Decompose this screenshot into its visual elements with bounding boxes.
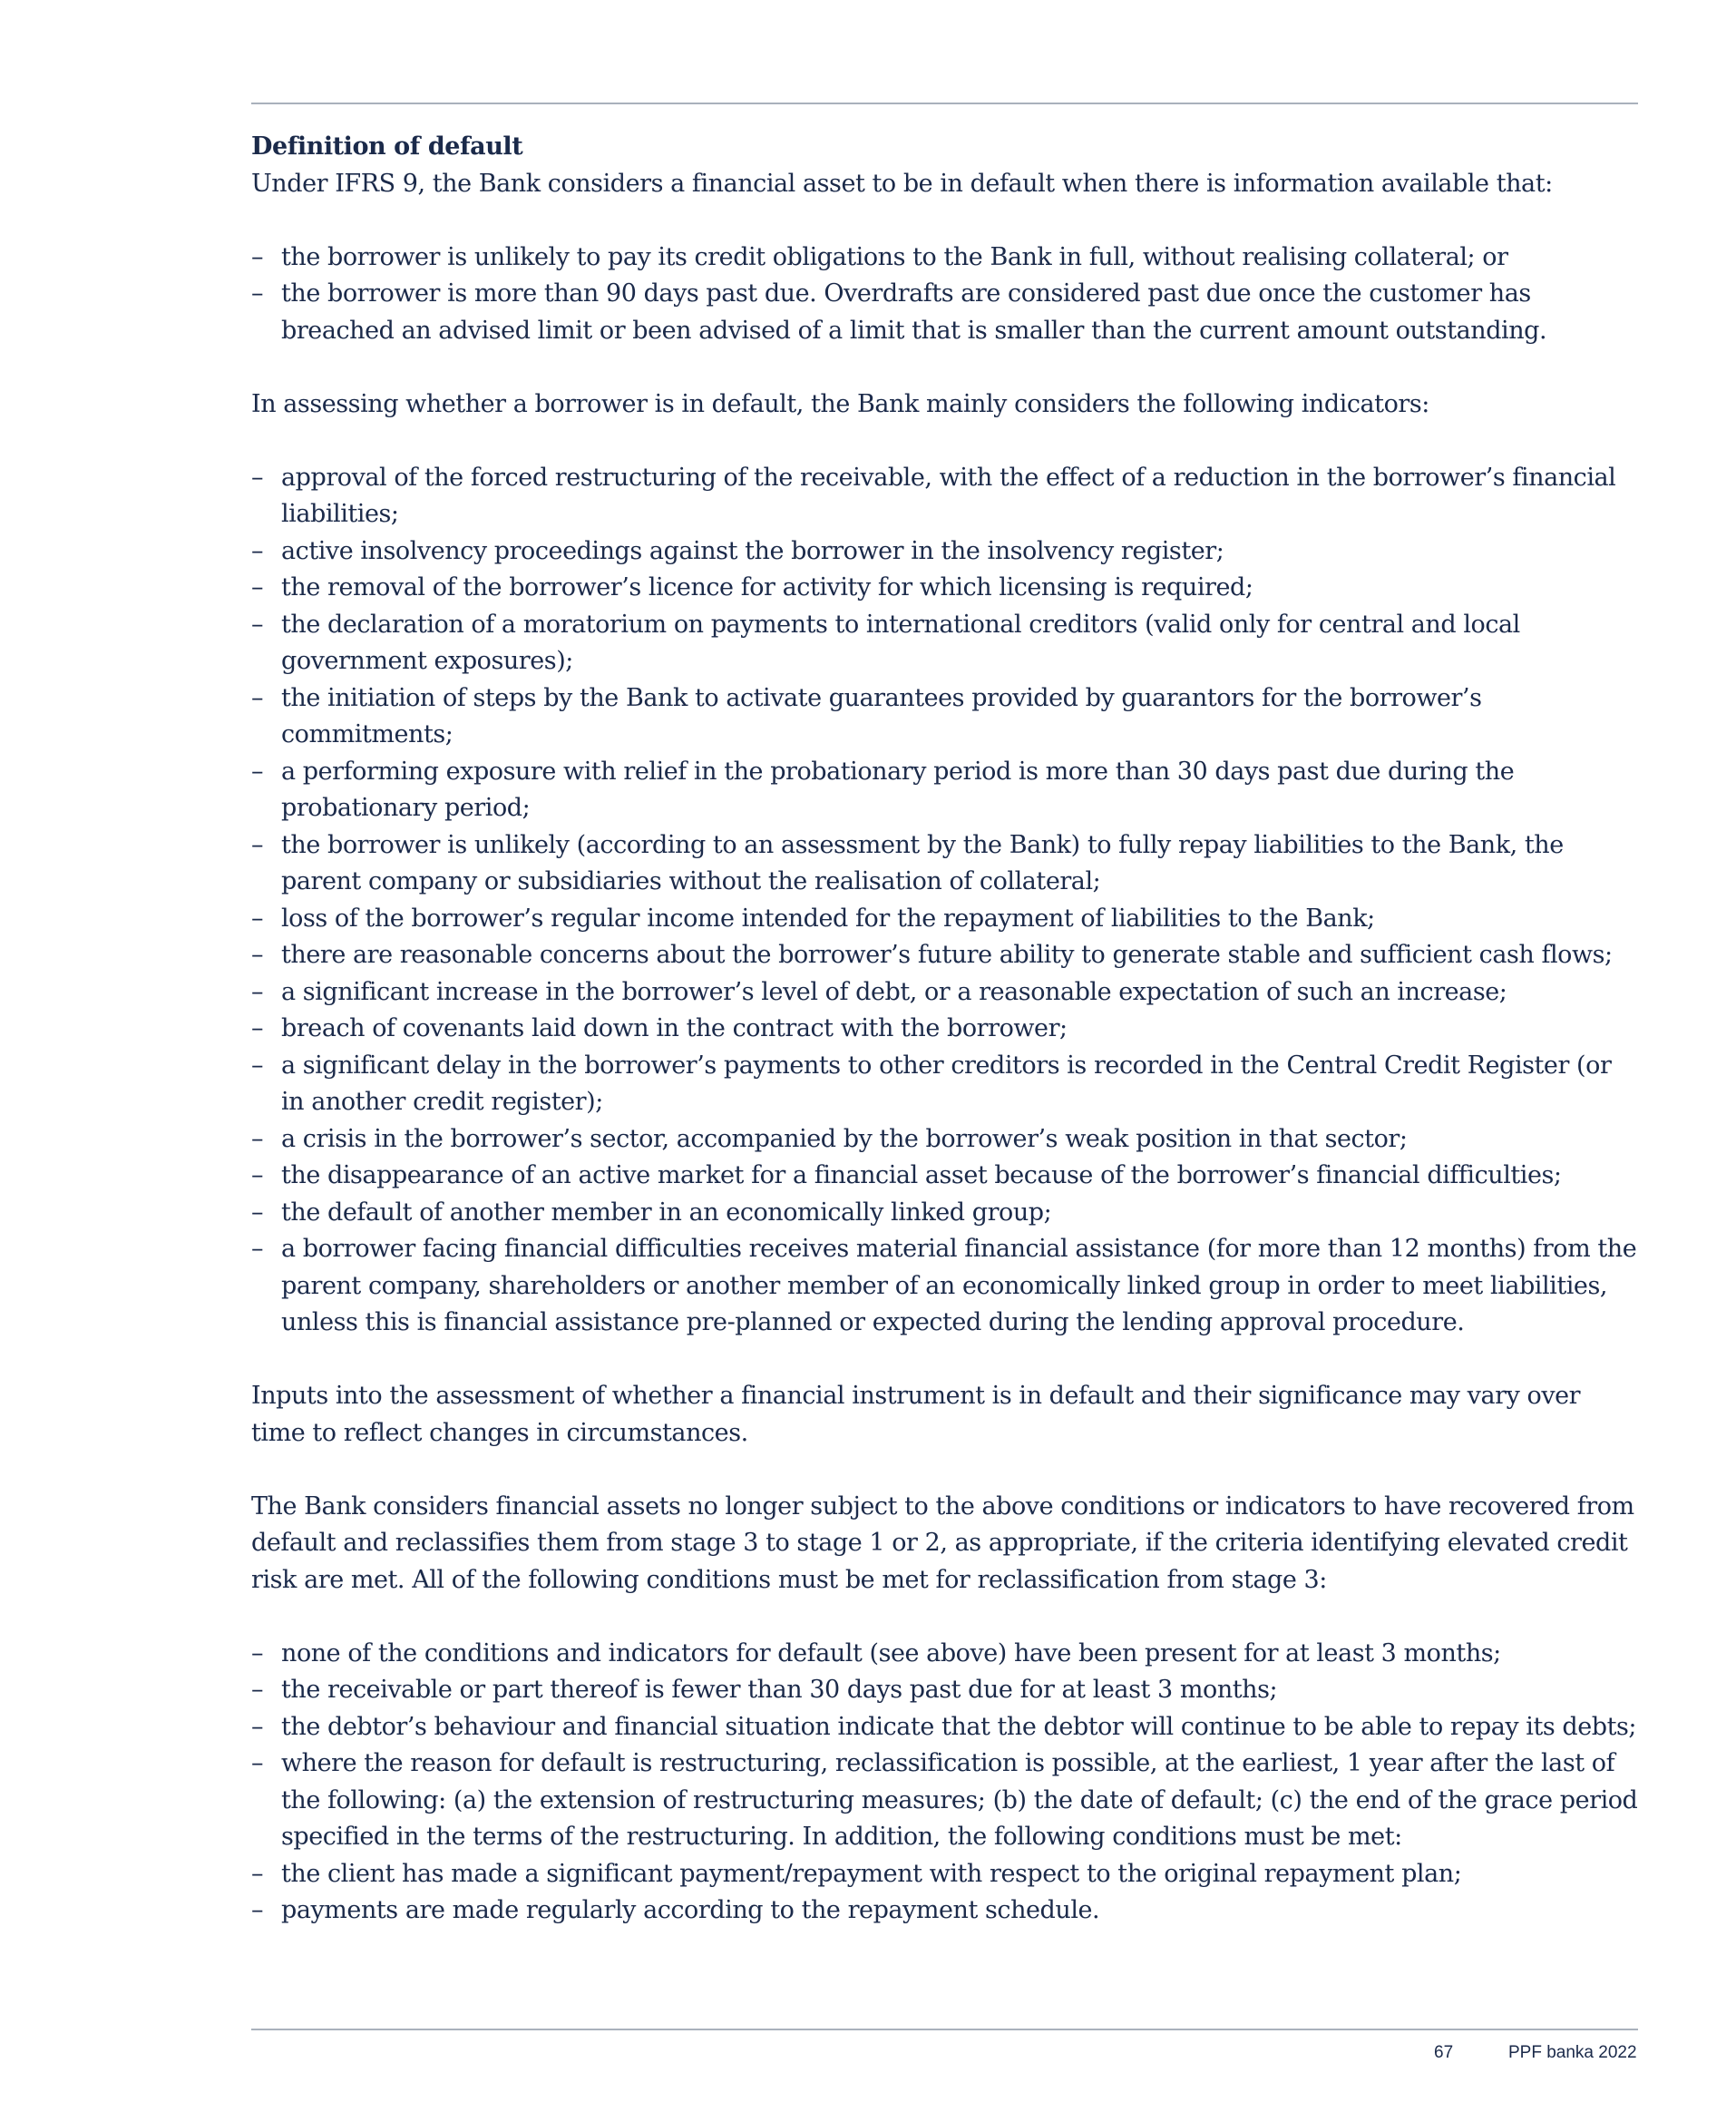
list-dash: –: [251, 1896, 264, 1924]
list-item-text: where the reason for default is restructuring, reclassification is possible, at the earliest, 1 year after the last of the following: (a) the extension of restructuring measures; (b) the date of default; (c) the end of the grace period specified in the terms of the restructuring. In addition, the following conditions must be met:: [281, 1749, 1638, 1851]
list-dash: –: [251, 683, 264, 712]
list-item-text: the borrower is unlikely (according to an assessment by the Bank) to fully repay liabilities to the Bank, the parent company or subsidiaries without the realisation of collateral;: [281, 830, 1564, 895]
list-item: [251, 1856, 1638, 1893]
list-item: [251, 974, 1638, 1012]
list-item-text: the borrower is more than 90 days past due. Overdrafts are considered past due once the customer has breached an advised limit or been advised of a limit that is smaller than the current amount outstanding.: [281, 279, 1547, 345]
list-item-text: the disappearance of an active market for a financial asset because of the borrower’s financial difficulties;: [281, 1161, 1562, 1189]
list-item: [251, 901, 1638, 938]
list-item: [251, 754, 1638, 827]
list-item-text: the debtor’s behaviour and financial situation indicate that the debtor will continue to be able to repay its debts;: [281, 1712, 1637, 1741]
list-item-text: active insolvency proceedings against the borrower in the insolvency register;: [281, 536, 1224, 565]
list-item-text: breach of covenants laid down in the contract with the borrower;: [281, 1014, 1068, 1042]
list-item: [251, 1121, 1638, 1159]
list-dash: –: [251, 1638, 264, 1667]
default-indicators-list: [251, 460, 1638, 1342]
list-dash: –: [251, 941, 264, 969]
list-dash: –: [251, 830, 264, 859]
list-dash: –: [251, 1051, 264, 1080]
list-item: [251, 533, 1638, 571]
list-dash: –: [251, 610, 264, 639]
top-rule: [251, 103, 1638, 104]
intro-paragraph: Under IFRS 9, the Bank considers a financial asset to be in default when there is information available that:: [251, 169, 1553, 198]
list-dash: –: [251, 1749, 264, 1777]
default-conditions-list: [251, 240, 1638, 350]
list-dash: –: [251, 1198, 264, 1227]
list-item-text: there are reasonable concerns about the borrower’s future ability to generate stable and sufficient cash flows;: [281, 941, 1613, 969]
document-body: [251, 129, 1638, 1930]
list-item-text: payments are made regularly according to the repayment schedule.: [281, 1896, 1100, 1924]
list-item-text: the borrower is unlikely to pay its credit obligations to the Bank in full, without realising collateral; or: [281, 242, 1508, 271]
list-item-text: approval of the forced restructuring of the receivable, with the effect of a reduction in the borrower’s financial liabilities;: [281, 463, 1616, 528]
list-dash: –: [251, 904, 264, 933]
list-dash: –: [251, 757, 264, 786]
list-item-text: a significant increase in the borrower’s level of debt, or a reasonable expectation of such an increase;: [281, 977, 1507, 1006]
recovery-paragraph: The Bank considers financial assets no longer subject to the above conditions or indicators to have recovered from default and reclassifies them from stage 3 to stage 1 or 2, as appropriate, if the criteria identifying elevated credit risk are met. All of the following conditions must be met for reclassification from stage 3:: [251, 1491, 1634, 1594]
list-item-text: a crisis in the borrower’s sector, accompanied by the borrower’s weak position in that sector;: [281, 1124, 1408, 1153]
list-item-text: loss of the borrower’s regular income intended for the repayment of liabilities to the Bank;: [281, 904, 1375, 933]
list-item: [251, 460, 1638, 533]
bottom-rule: [251, 2029, 1638, 2030]
list-item: [251, 937, 1638, 974]
list-item: [251, 1709, 1638, 1746]
list-dash: –: [251, 1014, 264, 1042]
list-item-text: the declaration of a moratorium on payments to international creditors (valid only for central and local government exposures);: [281, 610, 1520, 675]
list-dash: –: [251, 536, 264, 565]
list-dash: –: [251, 1859, 264, 1888]
list-dash: –: [251, 1124, 264, 1153]
list-item: [251, 607, 1638, 680]
inputs-paragraph: Inputs into the assessment of whether a financial instrument is in default and their significance may vary over time to reflect changes in circumstances.: [251, 1382, 1581, 1447]
list-item: [251, 1672, 1638, 1709]
list-item: [251, 680, 1638, 754]
list-item: [251, 1158, 1638, 1195]
list-item: [251, 1231, 1638, 1342]
list-item-text: the client has made a significant payment/repayment with respect to the original repayment plan;: [281, 1859, 1462, 1888]
list-item-text: a significant delay in the borrower’s payments to other creditors is recorded in the Central Credit Register (or in another credit register);: [281, 1051, 1612, 1116]
reclassification-conditions-list: [251, 1636, 1638, 1930]
list-dash: –: [251, 279, 264, 308]
list-item: [251, 1048, 1638, 1121]
list-item: [251, 276, 1638, 349]
list-dash: –: [251, 977, 264, 1006]
list-item: [251, 1892, 1638, 1930]
list-item: [251, 1011, 1638, 1048]
list-dash: –: [251, 1676, 264, 1704]
page-number: 67: [1434, 2043, 1454, 2062]
list-item: [251, 1195, 1638, 1232]
list-item-text: the initiation of steps by the Bank to activate guarantees provided by guarantors for the borrower’s commitments;: [281, 683, 1482, 748]
list-dash: –: [251, 1161, 264, 1189]
list-dash: –: [251, 573, 264, 601]
list-item: [251, 1746, 1638, 1856]
list-item: [251, 827, 1638, 901]
list-item-text: a performing exposure with relief in the probationary period is more than 30 days past due during the probationary period;: [281, 757, 1515, 822]
list-item-text: a borrower facing financial difficulties receives material financial assistance (for more than 12 months) from the parent company, shareholders or another member of an economically linked group in order to meet liabilities, unless this is financial assistance pre-planned or expected during the lending approval procedure.: [281, 1235, 1637, 1336]
list-item-text: the default of another member in an economically linked group;: [281, 1198, 1052, 1227]
list-item: [251, 240, 1638, 277]
list-dash: –: [251, 463, 264, 492]
section-heading: Definition of default: [251, 132, 523, 161]
indicators-intro-paragraph: In assessing whether a borrower is in default, the Bank mainly considers the following indicators:: [251, 389, 1429, 418]
list-item: [251, 570, 1638, 607]
list-item-text: the receivable or part thereof is fewer than 30 days past due for at least 3 months;: [281, 1676, 1278, 1704]
list-dash: –: [251, 1712, 264, 1741]
list-item: [251, 1636, 1638, 1673]
list-item-text: the removal of the borrower’s licence for activity for which licensing is required;: [281, 573, 1253, 601]
list-dash: –: [251, 1235, 264, 1263]
list-dash: –: [251, 242, 264, 271]
list-item-text: none of the conditions and indicators for default (see above) have been present for at least 3 months;: [281, 1638, 1501, 1667]
document-name: PPF banka 2022: [1508, 2043, 1637, 2062]
